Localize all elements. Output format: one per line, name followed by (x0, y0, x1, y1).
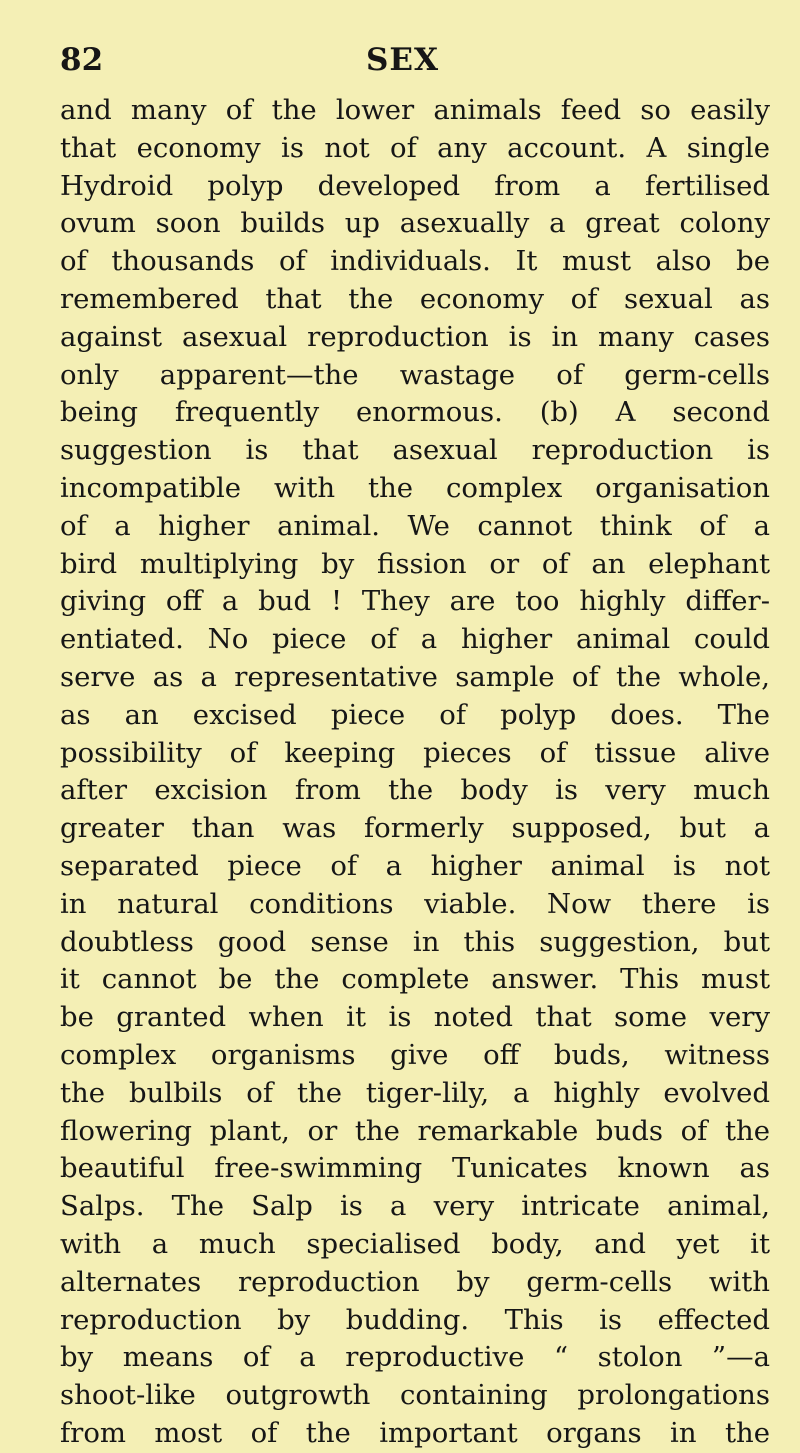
text-line: incompatible with the complex organisation (60, 471, 770, 504)
text-line: Salps. The Salp is a very intricate animal, (60, 1190, 770, 1223)
text-line: in natural conditions viable. Now there is (60, 887, 770, 920)
body-text (60, 92, 770, 1453)
text-line: Hydroid polyp developed from a fertilised (60, 169, 770, 202)
text-line: possibility of keeping pieces of tissue alive (60, 736, 770, 769)
text-line: ovum soon builds up asexually a great colony (60, 207, 770, 240)
text-line: by means of a reproductive “ stolon ”—a (60, 1341, 770, 1374)
text-line: beautiful free-swimming Tunicates known as (60, 1152, 770, 1185)
text-line: with a much specialised body, and yet it (60, 1227, 770, 1260)
text-line: be granted when it is noted that some very (60, 1001, 770, 1034)
text-line: separated piece of a higher animal is not (60, 849, 770, 882)
text-line: and many of the lower animals feed so easily (60, 94, 770, 126)
text-line: flowering plant, or the remarkable buds of the (60, 1114, 770, 1147)
text-line: complex organisms give off buds, witness (60, 1038, 770, 1071)
text-line: remembered that the economy of sexual as (60, 282, 770, 315)
text-line: only apparent—the wastage of germ-cells (60, 358, 770, 391)
text-line: of thousands of individuals. It must also be (60, 245, 770, 278)
text-line: that economy is not of any account. A single (60, 131, 770, 164)
text-line: as an excised piece of polyp does. The (60, 698, 770, 731)
page-header (60, 40, 770, 80)
text-line: of a higher animal. We cannot think of a (60, 509, 770, 542)
text-line: suggestion is that asexual reproduction is (60, 434, 770, 467)
text-line: doubtless good sense in this suggestion, but (60, 925, 770, 958)
text-line: the bulbils of the tiger-lily, a highly evolved (60, 1076, 770, 1109)
text-line: giving off a bud ! They are too highly differ- (60, 585, 770, 618)
text-line: reproduction by budding. This is effected (60, 1303, 770, 1336)
text-line: from most of the important organs in the (60, 1416, 770, 1449)
text-line: shoot-like outgrowth containing prolongations (60, 1379, 770, 1412)
text-line: entiated. No piece of a higher animal could (60, 623, 770, 656)
running-head: SEX (366, 42, 440, 78)
text-line: greater than was formerly supposed, but a (60, 812, 770, 845)
text-line: bird multiplying by fission or of an elephant (60, 547, 770, 580)
text-line: serve as a representative sample of the whole, (60, 660, 770, 693)
text-line: after excision from the body is very much (60, 774, 770, 807)
text-line: alternates reproduction by germ-cells with (60, 1265, 770, 1298)
text-line: against asexual reproduction is in many cases (60, 320, 770, 353)
text-line: it cannot be the complete answer. This must (60, 963, 770, 996)
page-number: 82 (60, 42, 104, 78)
text-line: being frequently enormous. (b) A second (60, 396, 770, 429)
